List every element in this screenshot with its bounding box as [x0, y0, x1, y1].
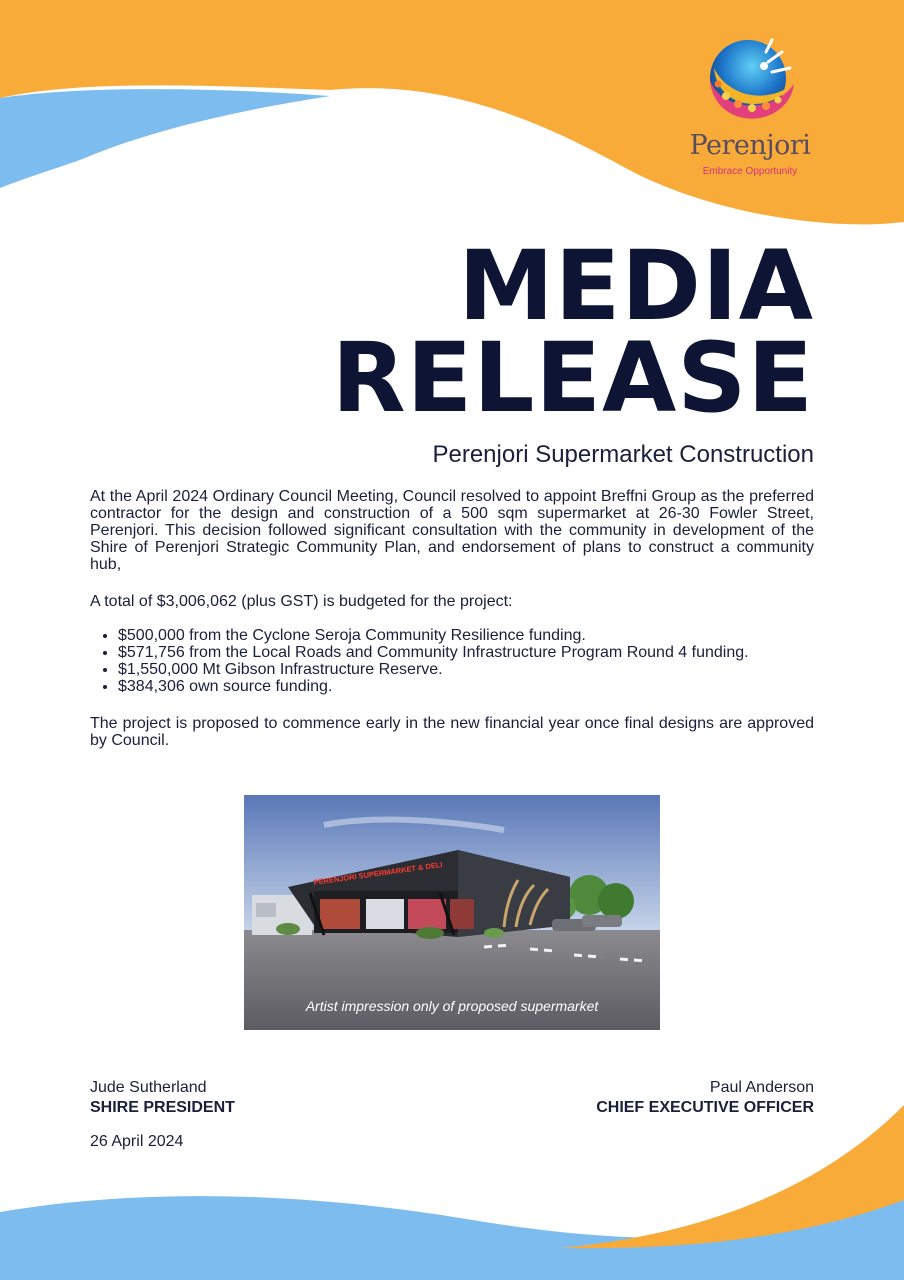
total-paragraph: A total of $3,006,062 (plus GST) is budgeted for the project: [90, 593, 513, 610]
title-line-2: RELEASE [331, 322, 814, 434]
signature-shire-president [90, 1078, 235, 1118]
signatory-title: CHIEF EXECUTIVE OFFICER [596, 1099, 814, 1116]
signatory-name: Jude Sutherland [90, 1079, 207, 1096]
signatory-title: SHIRE PRESIDENT [90, 1099, 235, 1116]
list-item: • $571,756 from the Local Roads and Community Infrastructure Program Round 4 funding. [118, 644, 814, 661]
list-item: • $500,000 from the Cyclone Seroja Community Resilience funding. [118, 627, 814, 644]
intro-paragraph: At the April 2024 Ordinary Council Meeting, Council resolved to appoint Breffni Group as the preferred contractor for the design and construction of a 500 sqm supermarket at 26-30 Fowler Street, Perenjori. This decision followed significant consultation with the community in development of the Shire of Perenjori Strategic Community Plan, and endorsement of plans to construct a community hub, [90, 488, 814, 573]
image-caption: Artist impression only of proposed supermarket [305, 998, 599, 1014]
page-title [331, 230, 814, 434]
closing-paragraph: The project is proposed to commence early in the new financial year once final designs are approved by Council. [90, 715, 814, 749]
release-date: 26 April 2024 [90, 1133, 184, 1150]
subtitle: Perenjori Supermarket Construction [432, 441, 814, 468]
render-illustration [244, 795, 660, 1030]
signature-ceo [596, 1078, 814, 1118]
funding-list [90, 627, 814, 695]
release-body [90, 488, 814, 749]
supermarket-render-image [244, 795, 660, 1030]
list-item: • $1,550,000 Mt Gibson Infrastructure Reserve. [118, 661, 814, 678]
list-item: • $384,306 own source funding. [118, 678, 814, 695]
signatory-name: Paul Anderson [709, 1079, 814, 1096]
title-line-1: MEDIA [458, 230, 814, 342]
logo-name: Perenjori [689, 130, 811, 161]
perenjori-logo [680, 38, 820, 177]
logo-tagline: Embrace Opportunity [702, 166, 798, 177]
shop-sign-text: PERENJORI SUPERMARKET & DELI [313, 859, 444, 887]
sun-emblem-icon [680, 38, 820, 130]
